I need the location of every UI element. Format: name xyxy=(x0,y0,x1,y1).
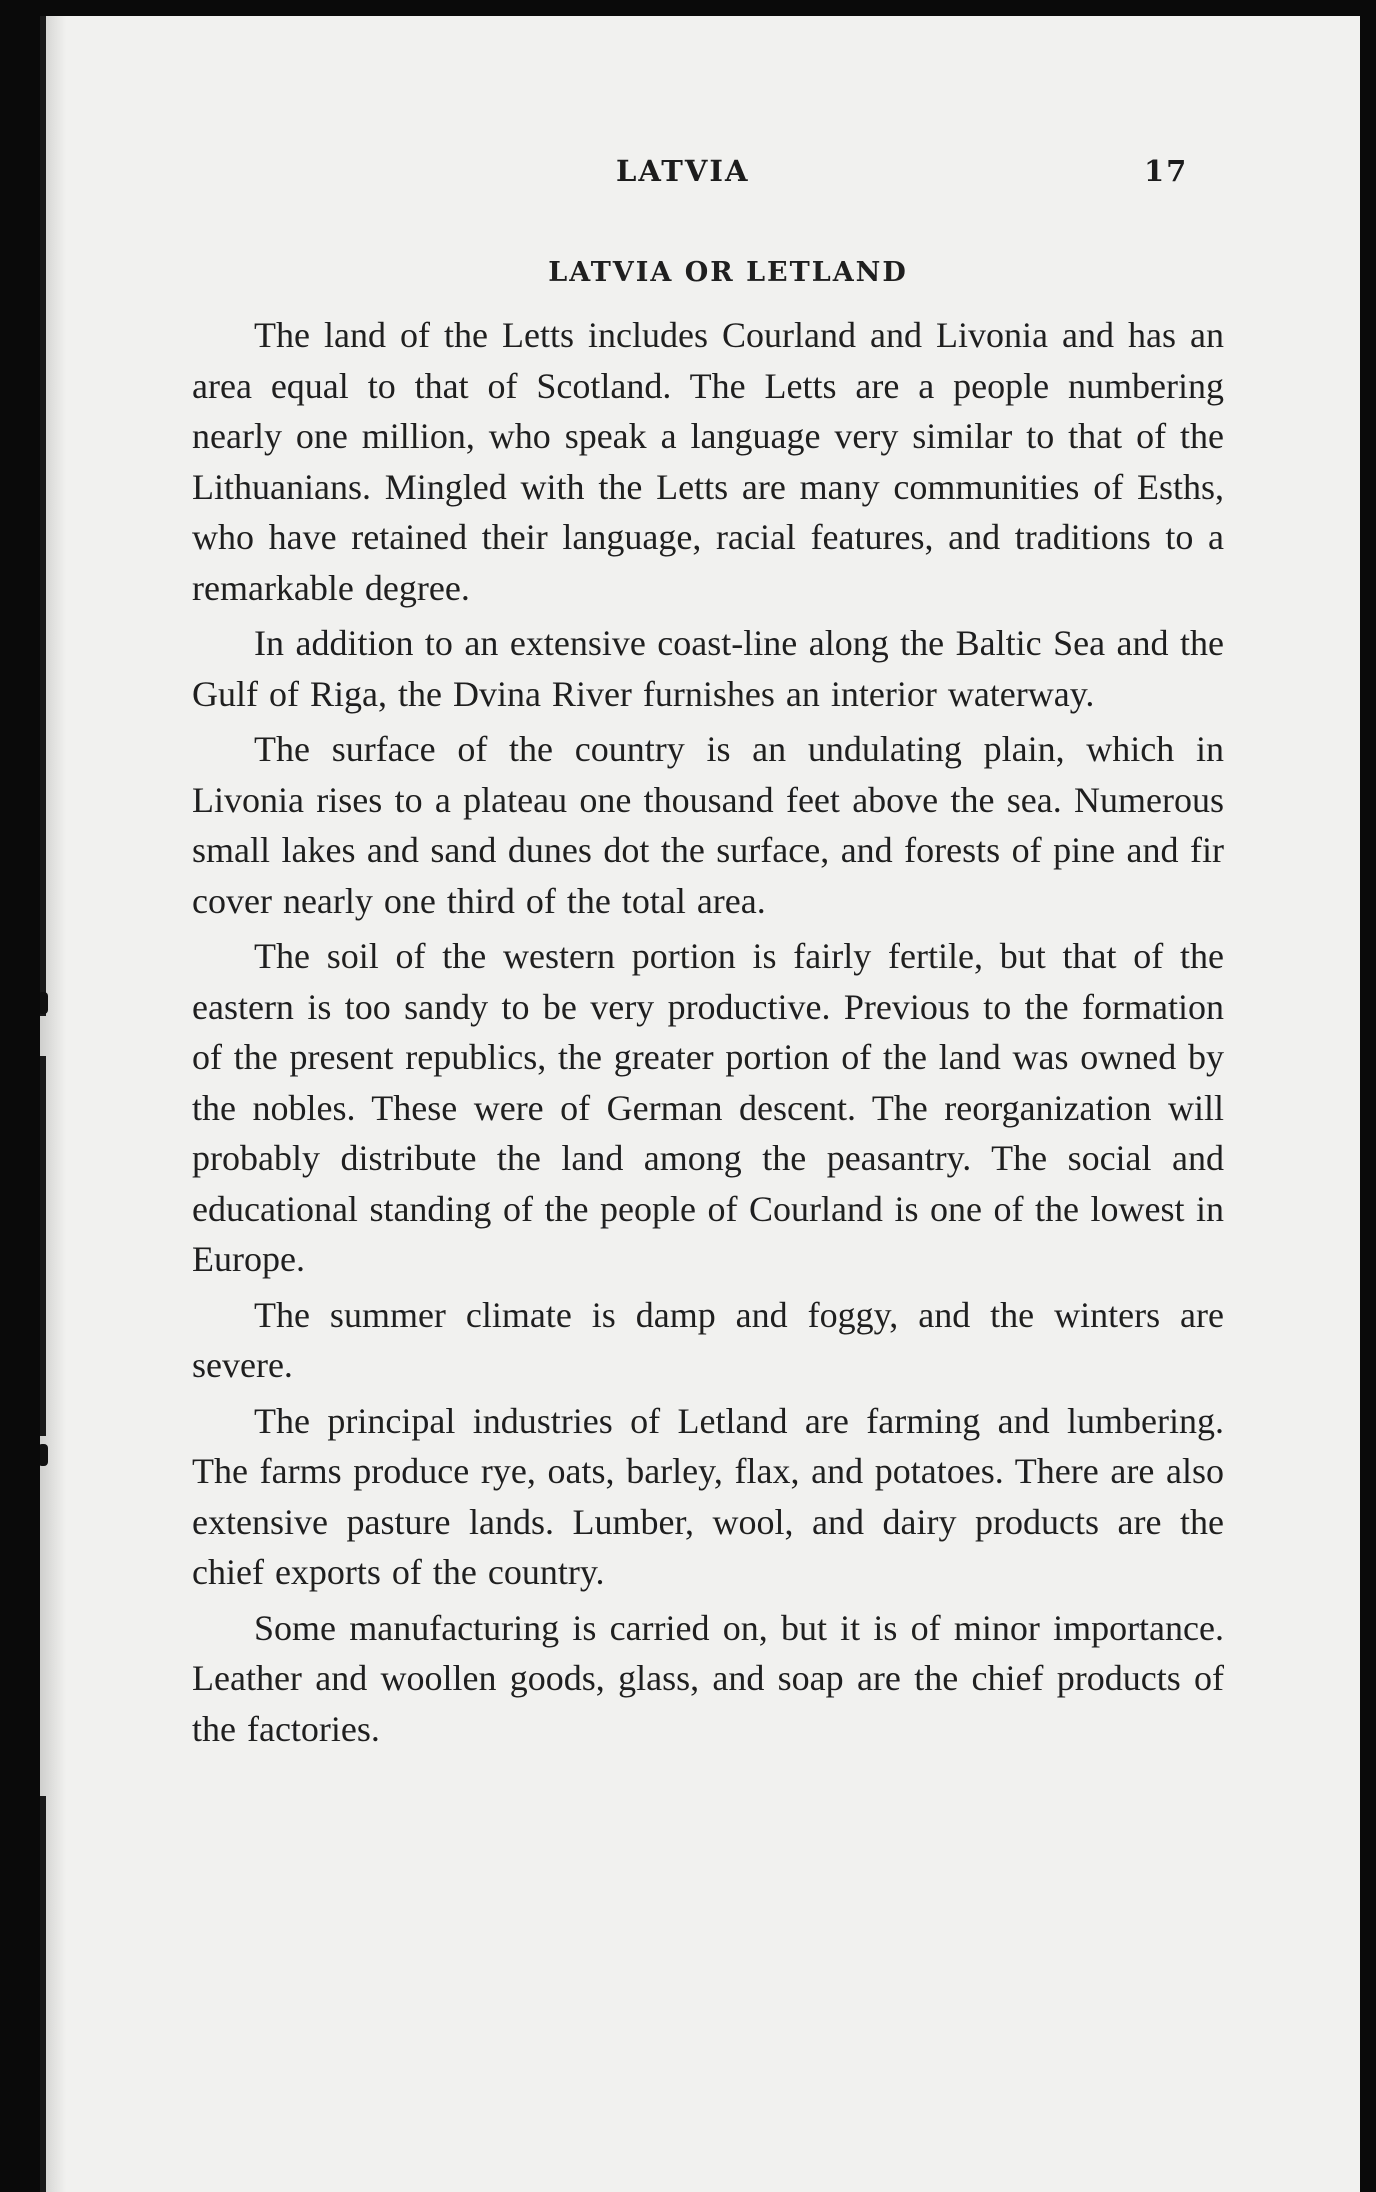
paragraph: The surface of the country is an undulating plain, which in Livonia rises to a plateau one thousand feet above the sea. Numerous small lakes and sand dunes dot the surface, and forests of pine and fir cover nearly one third of the total area. xyxy=(192,729,1224,921)
page-edge xyxy=(1360,0,1376,2192)
paragraph: The principal industries of Letland are farming and lumbering. The farms produce rye, oats, barley, flax, and potatoes. There are also extensive pasture lands. Lumber, wool, and dairy products are the chief exports of the country. xyxy=(192,1400,1224,1592)
chapter-heading: LATVIA OR LETLAND xyxy=(548,257,908,288)
paragraph: The summer climate is damp and foggy, and the winters are severe. xyxy=(192,1294,1224,1385)
body-text xyxy=(192,248,1224,1759)
gutter-line-upper xyxy=(40,16,46,1016)
paragraph: The land of the Letts includes Courland and Livonia and has an area equal to that of Scotland. The Letts are a people numbering nearly one million, who speak a language very similar to that of the Lithuanians. Mingled with the Letts are many communities of Esths, who have retained their language, racial features, and traditions to a remarkable degree. xyxy=(192,315,1224,608)
paragraph: The soil of the western portion is fairly fertile, but that of the eastern is too sandy to be very productive. Previous to the formation of the present republics, the greater portion of the land was owned by the nobles. These were of German descent. The reorganization will probably distribute the land among the peasantry. The social and educational standing of the people of Courland is one of the lowest in Europe. xyxy=(192,936,1224,1279)
running-head-title: LATVIA xyxy=(616,154,750,188)
gutter-line-lower xyxy=(40,1796,46,2192)
gutter-mark-2 xyxy=(40,1444,48,1466)
gutter-mark-1 xyxy=(40,992,48,1014)
paragraph: In addition to an extensive coast-line along the Baltic Sea and the Gulf of Riga, the Dvina River furnishes an interior waterway. xyxy=(192,623,1224,714)
page-number: 17 xyxy=(1144,154,1189,188)
book-page xyxy=(40,16,1360,2192)
paragraph: Some manufacturing is carried on, but it is of minor importance. Leather and woollen goods, glass, and soap are the chief products of the factories. xyxy=(192,1607,1224,1749)
gutter-line-middle xyxy=(40,1056,46,1436)
